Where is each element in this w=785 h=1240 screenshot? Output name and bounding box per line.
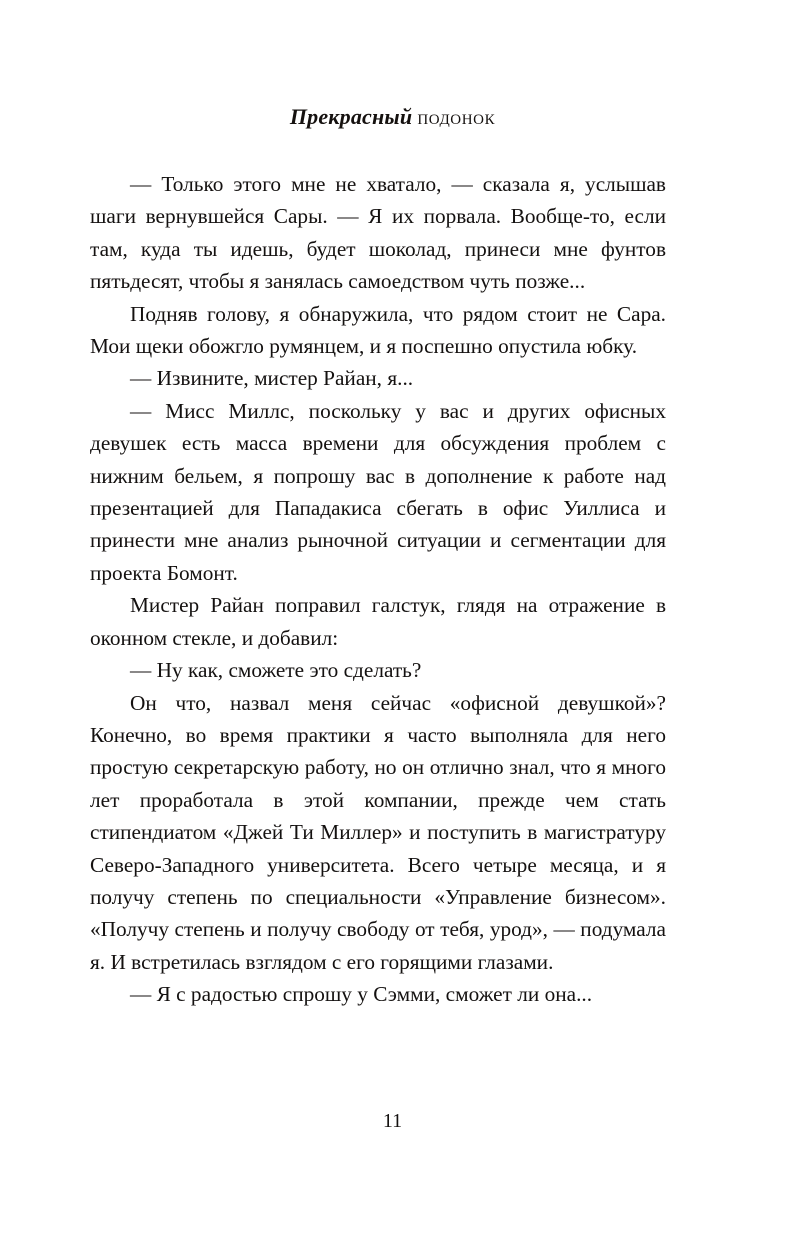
running-head [0,104,785,130]
page-number: 11 [382,1110,403,1132]
paragraph: — Извините, мистер Райан, я... [130,366,414,391]
paragraph: — Только этого мне не хватало, — сказала я, услышав шаги вернувшейся Сары. — Я их порвала. Вообще-то, если там, куда ты идешь, будет шоколад, принеси мне фунтов пятьдесят, чтобы я занялась самоедством чуть позже... [90,172,666,294]
paragraph: — Ну как, сможете это сделать? [130,658,422,683]
paragraph: — Я с радостью спрошу у Сэмми, сможет ли она... [130,982,593,1007]
paragraph: Мистер Райан поправил галстук, глядя на отражение в оконном стекле, и добавил: [90,593,666,650]
running-head-title-italic: Прекрасный [289,104,413,129]
body-text [90,168,666,1011]
paragraph: — Мисс Миллс, поскольку у вас и других офисных девушек есть масса времени для обсуждения проблем с нижним бельем, я попрошу вас в дополнение к работе над презентацией для Пападакиса сбегать в офис Уиллиса и принести мне анализ рыночной ситуации и сегментации для проекта Бомонт. [90,398,666,585]
paragraph: Подняв голову, я обнаружила, что рядом стоит не Сара. Мои щеки обожгло румянцем, и я поспешно опустила юбку. [90,301,666,359]
running-head-title-roman: подонок [417,104,496,129]
paragraph: Он что, назвал меня сейчас «офисной девушкой»? Конечно, во время практики я часто выполняла для него простую секретарскую работу, но он отлично знал, что я много лет проработала в этой компании, прежде чем стать стипендиатом «Джей Ти Миллер» и поступить в магистратуру Северо-Западного университета. Всего четыре месяца, и я получу степень по специальности «Управление бизнесом». «Получу степень и получу свободу от тебя, урод», — подумала я. И встретилась взглядом с его горящими глазами. [90,690,666,974]
